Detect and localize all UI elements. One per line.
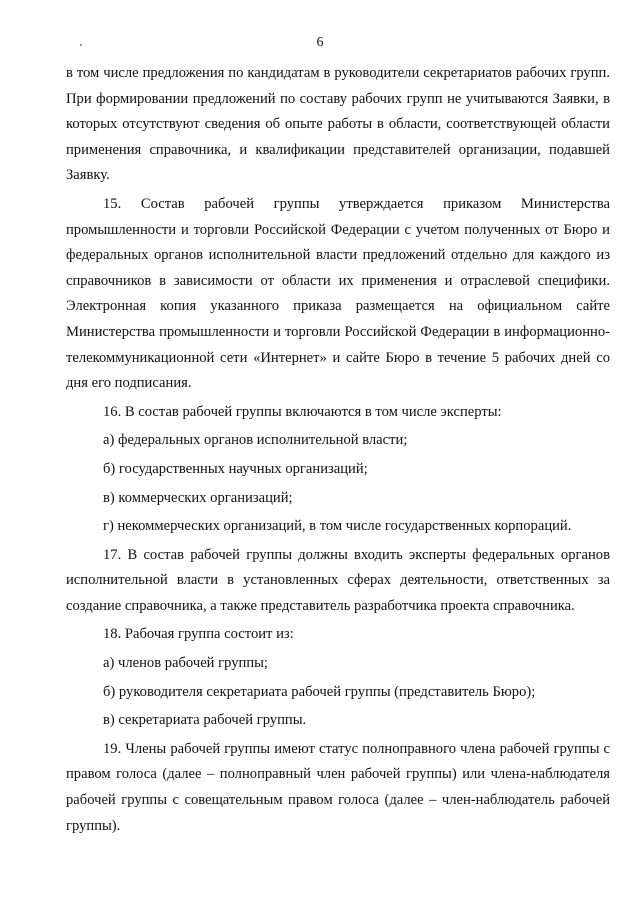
paragraph-continuation: в том числе предложения по кандидатам в руководители секретариатов рабочих групп. При формировании предложений по составу рабочих групп не учитываются Заявки, в которых отсутствуют сведения об опыте работы в области, соответствующей области применения справочника, и квалификации представителей организации, подавшей Заявку. [66, 65, 610, 184]
list-item: б) государственных научных организаций; [103, 460, 368, 477]
paragraph-18: 18. Рабочая группа состоит из: [103, 626, 294, 643]
paragraph-19: 19. Члены рабочей группы имеют статус полноправного члена рабочей группы с правом голоса (далее – полноправный член рабочей группы) или члена-наблюдателя рабочей группы с совещательным правом голоса (далее – член-наблюдатель рабочей группы). [66, 740, 610, 834]
list-item: в) коммерческих организаций; [103, 489, 293, 506]
list-item: а) членов рабочей группы; [103, 655, 268, 672]
list-item: б) руководителя секретариата рабочей группы (представитель Бюро); [103, 683, 536, 700]
paragraph-16: 16. В состав рабочей группы включаются в том числе эксперты: [103, 403, 502, 420]
paragraph-17: 17. В состав рабочей группы должны входить эксперты федеральных органов исполнительной власти в установленных сферах деятельности, ответственных за создание справочника, а также представитель разработчика проекта справочника. [66, 546, 610, 614]
paragraph-15: 15. Состав рабочей группы утверждается приказом Министерства промышленности и торговли Российской Федерации с учетом полученных от Бюро и федеральных органов исполнительной власти предложений отдельно для каждого из справочников в зависимости от области их применения и отраслевой специфики. Электронная копия указанного приказа размещается на официальном сайте Министерства промышленности и торговли Российской Федерации в информационно-телекоммуникационной сети «Интернет» и сайте Бюро в течение 5 рабочих дней со дня его подписания. [66, 195, 610, 392]
document-body [66, 61, 610, 839]
list-item: в) секретариата рабочей группы. [103, 712, 307, 729]
list-item: а) федеральных органов исполнительной власти; [103, 432, 408, 449]
list-item: г) некоммерческих организаций, в том числе государственных корпораций. [103, 518, 572, 535]
page-number: 6 [316, 35, 324, 50]
